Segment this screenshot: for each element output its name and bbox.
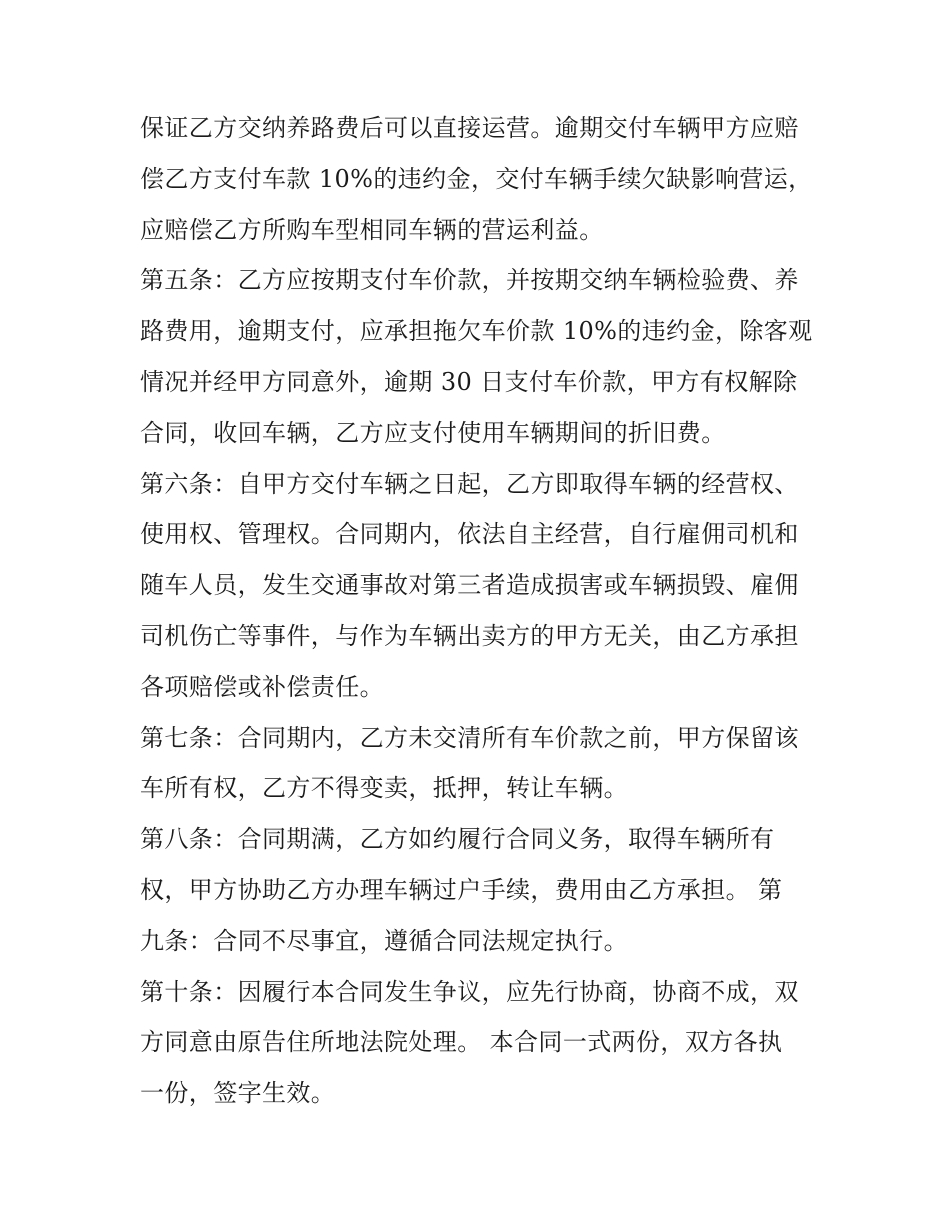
text-line: 第八条：合同期满，乙方如约履行合同义务，取得车辆所有 [140,825,775,854]
text-line: 车所有权，乙方不得变卖，抵押，转让车辆。 [140,774,628,803]
text-line: 偿乙方支付车款 10%的违约金，交付车辆手续欠缺影响营运， [140,164,813,193]
text-line: 方同意由原告住所地法院处理。 本合同一式两份，双方各执 [140,1028,783,1057]
text-line: 一份，签字生效。 [140,1079,336,1108]
text-line: 九条：合同不尽事宜，遵循合同法规定执行。 [140,926,628,955]
text-line: 司机伤亡等事件，与作为车辆出卖方的甲方无关，由乙方承担 [140,621,799,650]
text-line: 保证乙方交纳养路费后可以直接运营。逾期交付车辆甲方应赔 [140,114,799,142]
text-line: 随车人员，发生交通事故对第三者造成损害或车辆损毁、雇佣 [140,571,799,600]
text-line: 合同，收回车辆，乙方应支付使用车辆期间的折旧费。 [140,418,726,447]
text-line: 第十条：因履行本合同发生争议，应先行协商，协商不成，双 [140,977,799,1006]
text-line: 各项赔偿或补偿责任。 [140,672,384,701]
text-line: 应赔偿乙方所购车型相同车辆的营运利益。 [140,215,604,244]
text-line: 第五条：乙方应按期支付车价款，并按期交纳车辆检验费、养 [140,266,799,295]
text-line: 路费用，逾期支付，应承担拖欠车价款 10%的违约金，除客观 [140,317,813,346]
text-line: 第七条：合同期内，乙方未交清所有车价款之前，甲方保留该 [140,723,799,752]
document-body [140,103,812,1119]
text-line: 第六条：自甲方交付车辆之日起，乙方即取得车辆的经营权、 [140,469,799,498]
text-line: 情况并经甲方同意外，逾期 30 日支付车价款，甲方有权解除 [140,367,798,396]
text-line: 权，甲方协助乙方办理车辆过户手续，费用由乙方承担。 第 [140,875,783,904]
text-line: 使用权、管理权。合同期内，依法自主经营，自行雇佣司机和 [140,520,799,549]
